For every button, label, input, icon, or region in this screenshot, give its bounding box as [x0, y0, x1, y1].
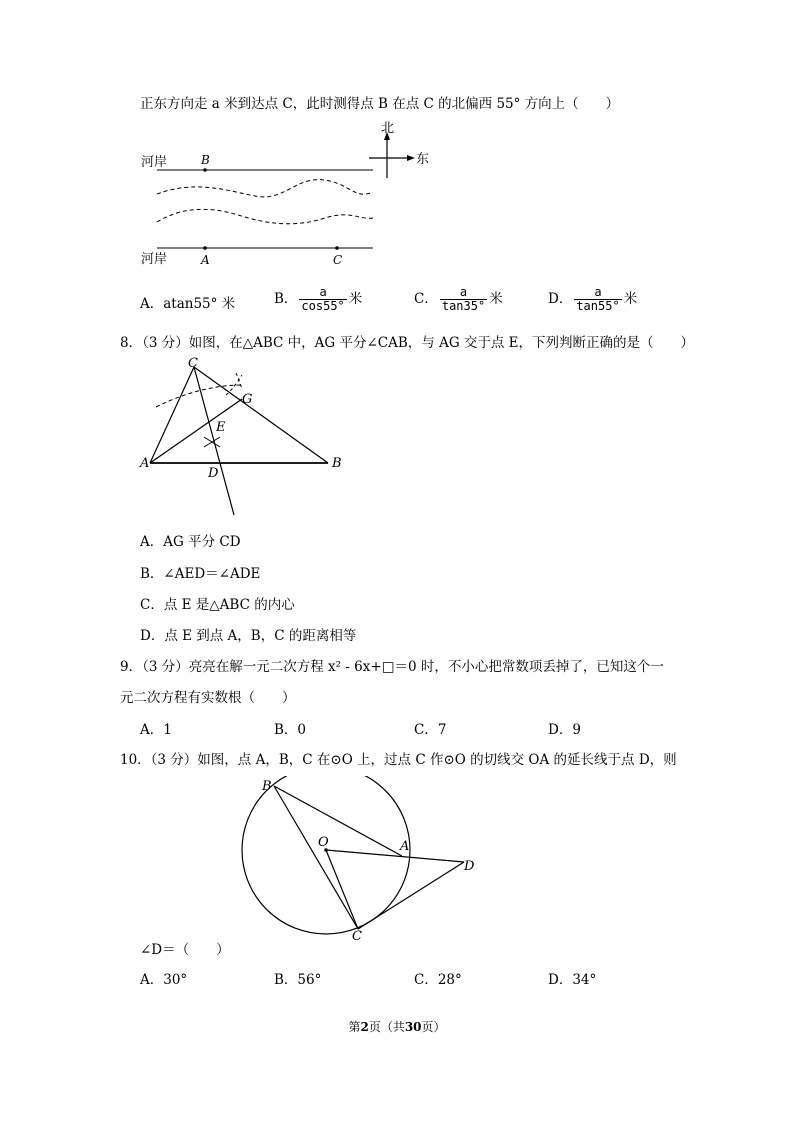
page-total: 30 — [404, 1020, 422, 1034]
page-footer: 第2页（共30页） — [348, 1020, 446, 1034]
q8-option-a: A．AG 平分 CD — [140, 534, 241, 550]
q7-option-b: B． $\frac{a}{\cos 55^\circ}$ 米 — [274, 285, 363, 313]
q10-option-d: D．34° — [548, 972, 597, 988]
q7-stem-tail: 正东方向走 a 米到达点 C，此时测得点 B 在点 C 的北偏西 55° 方向上（ ） — [140, 96, 620, 112]
q9-stem-line1: 9．（3 分）亮亮在解一元二次方程 x² - 6x+□＝0 时，不小心把常数项丢掉了，已知这个一 — [120, 659, 664, 675]
q8-side-ca — [150, 367, 194, 463]
q10-option-a: A．30° — [140, 972, 188, 988]
q8-label-e: E — [216, 420, 226, 435]
q10-label-c: C — [352, 929, 362, 941]
q10-radius-oc — [326, 850, 358, 929]
q10-chord-ba — [274, 786, 402, 856]
q10-label-a: A — [400, 839, 410, 854]
q8-segment-ag — [150, 399, 242, 463]
q10-tangent-cd — [358, 862, 464, 929]
q7-option-d: D． $\frac{a}{\tan 55^\circ}$ 米 — [548, 285, 638, 313]
q7-north-label: 北 — [381, 121, 395, 136]
q8-stem: 8．（3 分）如图，在△ABC 中，AG 平分∠CAB，与 AG 交于点 E，下列判断正确的是（ ） — [120, 335, 695, 351]
q7-bank-top-label: 河岸 — [141, 155, 168, 170]
q7-point-a — [203, 246, 207, 250]
q10-label-o: O — [318, 835, 329, 850]
q7-option-c: C． $\frac{a}{\tan 35^\circ}$ 米 — [414, 285, 503, 313]
q8-side-cb — [194, 367, 328, 463]
q7-water-wave-1 — [157, 180, 373, 197]
q9-option-a: A．1 — [140, 722, 172, 738]
page-number: 2 — [360, 1020, 369, 1034]
q8-option-d: D．点 E 到点 A，B，C 的距离相等 — [140, 628, 357, 644]
q8-option-b: B．∠AED＝∠ADE — [140, 566, 261, 582]
q8-arc-left — [156, 385, 242, 407]
q7-river-figure — [135, 118, 435, 270]
q9-stem-line2: 元二次方程有实数根（ ） — [120, 690, 296, 706]
q7-point-c — [335, 246, 339, 250]
q10-option-b: B．56° — [274, 972, 322, 988]
q10-circle-figure — [238, 776, 488, 941]
q8-label-b: B — [332, 456, 342, 471]
q7-option-a: A．atan55° 米 — [140, 296, 236, 312]
q7-water-wave-2 — [157, 209, 373, 223]
q7-east-label: 东 — [416, 152, 430, 167]
q7-bank-bottom-label: 河岸 — [141, 252, 168, 267]
q9-option-c: C．7 — [414, 722, 447, 738]
q10-chord-bc — [274, 786, 358, 929]
q8-arc-right — [236, 373, 242, 389]
q9-option-d: D．9 — [548, 722, 581, 738]
q8-label-d: D — [208, 466, 219, 481]
q10-stem: 10．（3 分）如图，点 A，B，C 在⊙O 上，过点 C 作⊙O 的切线交 OA 的延长线于点 D，则 — [120, 752, 677, 768]
q8-label-a: A — [140, 456, 150, 471]
q7-point-b-label: B — [201, 153, 210, 167]
east-arrow-icon — [407, 155, 415, 161]
q8-label-c: C — [188, 356, 198, 371]
q10-tail: ∠D＝（ ） — [140, 942, 230, 958]
q9-option-b: B．0 — [274, 722, 307, 738]
q7-point-c-label: C — [333, 253, 343, 267]
q10-label-d: D — [464, 859, 475, 874]
q8-triangle-figure — [138, 355, 348, 520]
q8-option-c: C．点 E 是△ABC 的内心 — [140, 597, 295, 613]
q8-label-g: G — [242, 392, 253, 407]
q10-label-b: B — [262, 779, 272, 794]
q10-option-c: C．28° — [414, 972, 462, 988]
q7-point-a-label: A — [201, 253, 210, 267]
